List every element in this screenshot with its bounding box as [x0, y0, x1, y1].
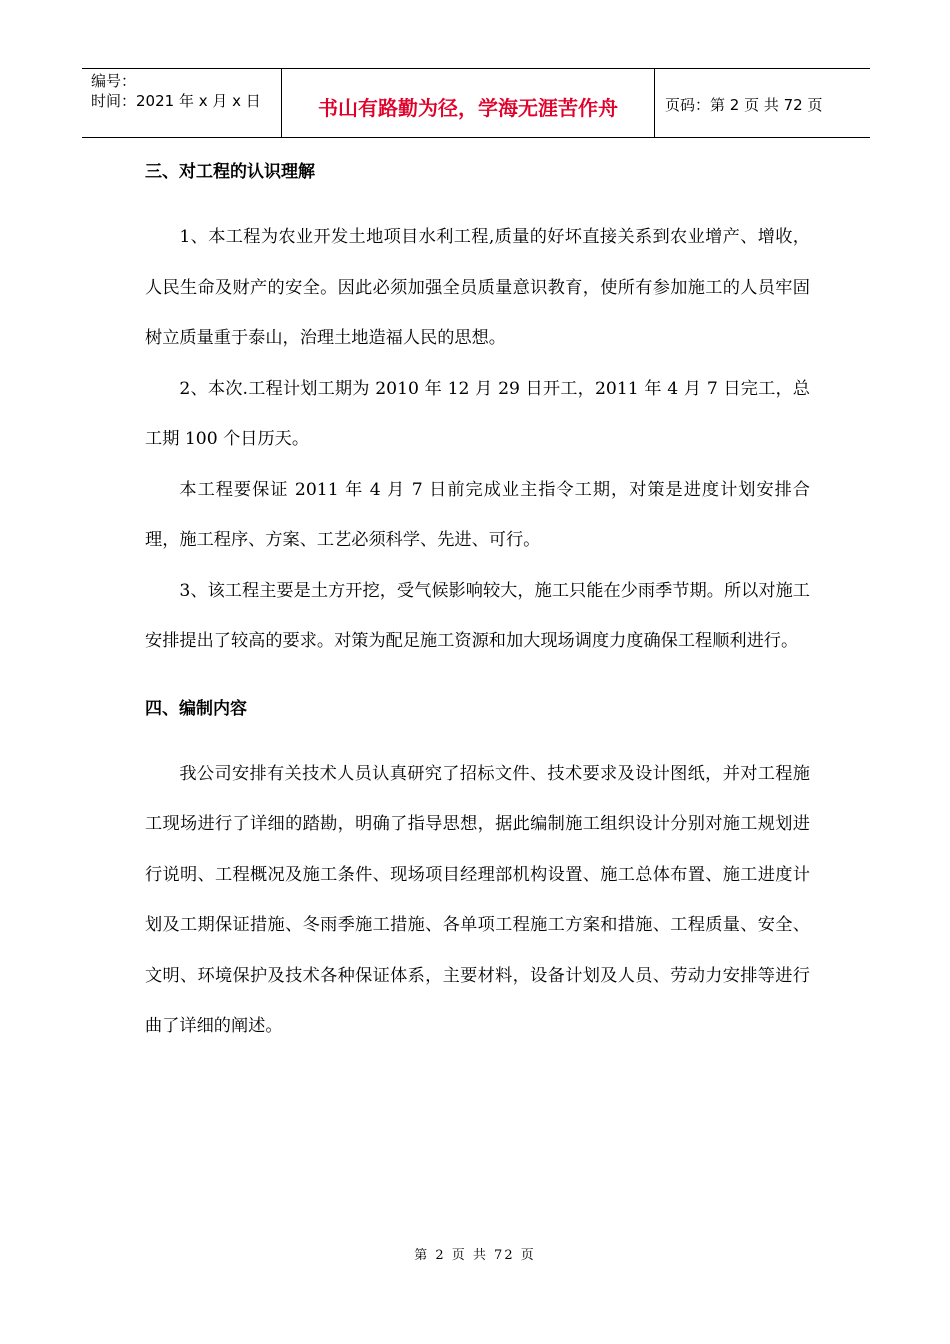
header-table: [82, 68, 870, 138]
document-date: 时间：2021 年 x 月 x 日: [91, 92, 261, 110]
paragraph: 2、本次.工程计划工期为 2010 年 12 月 29 日开工，2011 年 4 月 7 日完工，总工期 100 个日历天。: [145, 378, 810, 449]
document-body: [145, 148, 810, 1052]
header-left-cell: [82, 69, 282, 137]
page-footer: 第 2 页 共 72 页: [414, 1248, 536, 1263]
header-motto: 书山有路勤为径，学海无涯苦作舟: [318, 95, 618, 120]
paragraph: 1、本工程为农业开发土地项目水利工程,质量的好坏直接关系到农业增产、增收，人民生命及财产的安全。因此必须加强全员质量意识教育，使所有参加施工的人员牢固树立质量重于泰山，治理土地造福人民的思想。: [145, 227, 810, 348]
header-page-cell: [655, 69, 870, 137]
section-heading-understanding: 三、对工程的认识理解: [145, 162, 315, 182]
header-page-info: 页码：第 2 页 共 72 页: [665, 95, 823, 114]
header-motto-cell: [282, 69, 655, 137]
section-heading-content: 四、编制内容: [145, 698, 247, 719]
paragraph: 我公司安排有关技术人员认真研究了招标文件、技术要求及设计图纸，并对工程施工现场进行了详细的踏勘，明确了指导思想，据此编制施工组织设计分别对施工规划进行说明、工程概况及施工条件、现场项目经理部机构设置、施工总体布置、施工进度计划及工期保证措施、冬雨季施工措施、各单项工程施工方案和措施、工程质量、安全、文明、环境保护及技术各种保证体系，主要材料，设备计划及人员、劳动力安排等进行曲了详细的阐述。: [145, 763, 810, 1036]
paragraph: 3、该工程主要是土方开挖，受气候影响较大，施工只能在少雨季节期。所以对施工安排提出了较高的要求。对策为配足施工资源和加大现场调度力度确保工程顺利进行。: [145, 580, 810, 651]
document-number-label: 编号：: [91, 72, 137, 90]
paragraph: 本工程要保证 2011 年 4 月 7 日前完成业主指令工期，对策是进度计划安排合理，施工程序、方案、工艺必须科学、先进、可行。: [145, 479, 810, 550]
